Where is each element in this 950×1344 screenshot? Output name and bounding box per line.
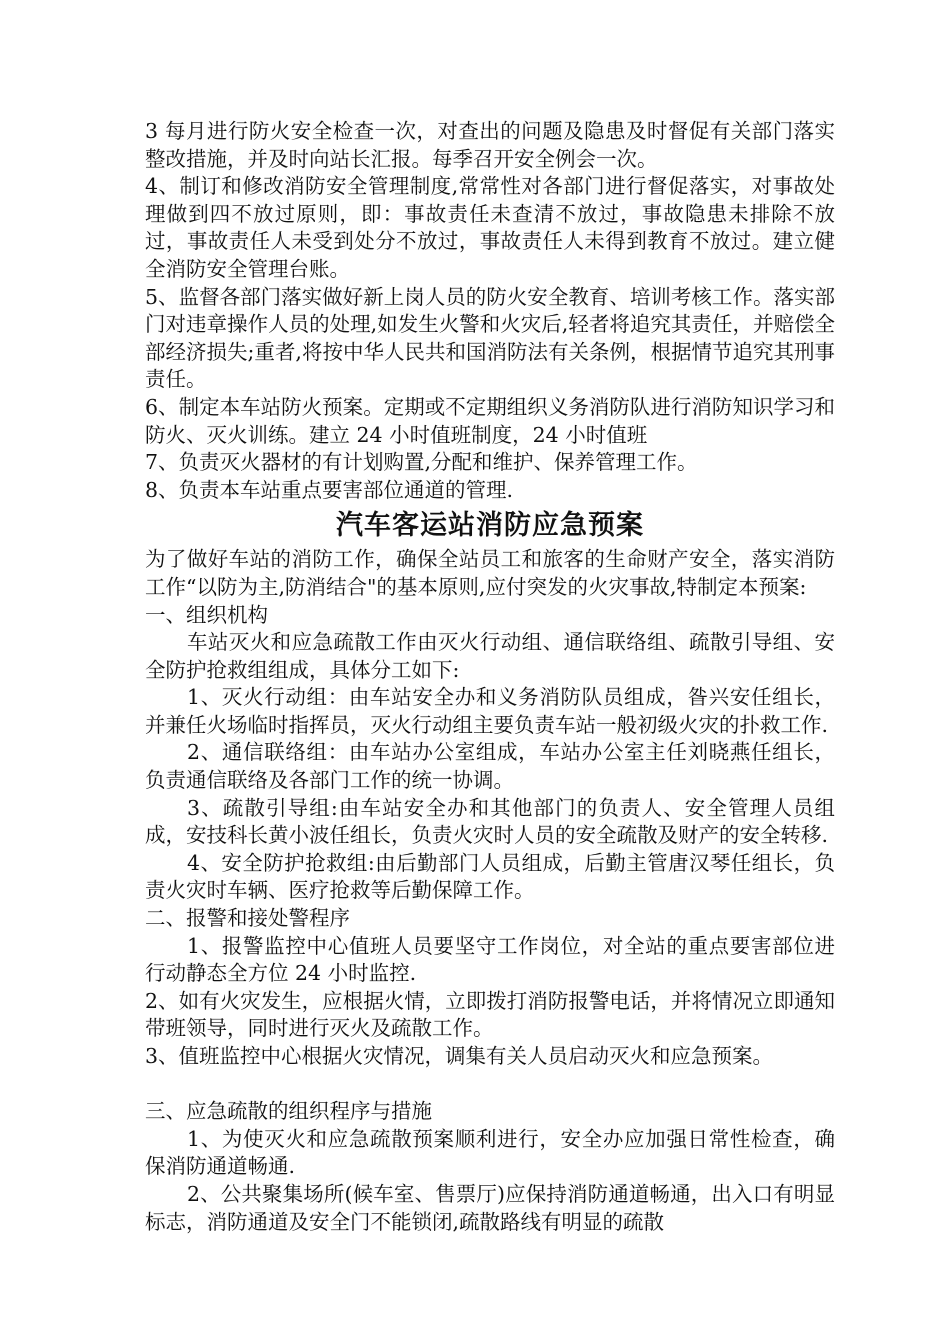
section-1-item-3: 3、疏散引导组:由车站安全办和其他部门的负责人、安全管理人员组成，安技科长黄小波任组长，负责火灾时人员的安全疏散及财产的安全转移. xyxy=(145,795,835,848)
intro-paragraph: 为了做好车站的消防工作，确保全站员工和旅客的生命财产安全，落实消防工作“以防为主,防消结合"的基本原则,应付突发的火灾事故,特制定本预案: xyxy=(145,547,835,599)
section-1-heading: 一、组织机构 xyxy=(145,602,268,627)
section-1-lead: 车站灭火和应急疏散工作由灭火行动组、通信联络组、疏散引导组、安全防护抢救组组成，具体分工如下: xyxy=(145,630,835,682)
section-3-item-1: 1、为使灭火和应急疏散预案顺利进行，安全办应加强日常性检查，确保消防通道畅通. xyxy=(145,1126,835,1179)
blank-line xyxy=(145,1071,835,1099)
duty-item-4: 4、制订和修改消防安全管理制度,常常性对各部门进行督促落实，对事故处理做到四不放过原则，即：事故责任未查清不放过，事故隐患未排除不放过，事故责任人未受到处分不放过，事故责任人未得到教育不放过。建立健全消防安全管理台账。 xyxy=(145,174,835,281)
document-page xyxy=(145,118,835,1236)
duty-item-6: 6、制定本车站防火预案。定期或不定期组织义务消防队进行消防知识学习和防火、灭火训练。建立 24 小时值班制度，24 小时值班 xyxy=(145,394,835,447)
duty-item-8: 8、负责本车站重点要害部位通道的管理. xyxy=(145,477,514,502)
section-2-item-1: 1、报警监控中心值班人员要坚守工作岗位，对全站的重点要害部位进行动静态全方位 24 小时监控. xyxy=(145,933,835,986)
section-1-item-1: 1、灭火行动组：由车站安全办和义务消防队员组成，昝兴安任组长，并兼任火场临时指挥员，灭火行动组主要负责车站一般初级火灾的扑救工作. xyxy=(145,685,835,737)
duty-item-3: 3 每月进行防火安全检查一次，对查出的问题及隐患及时督促有关部门落实整改措施，并及时向站长汇报。每季召开安全例会一次。 xyxy=(145,119,835,171)
section-1-item-4: 4、安全防护抢救组:由后勤部门人员组成，后勤主管唐汉琴任组长，负责火灾时车辆、医疗抢救等后勤保障工作。 xyxy=(145,850,835,903)
section-2-heading: 二、报警和接处警程序 xyxy=(145,906,350,931)
duty-item-5: 5、监督各部门落实做好新上岗人员的防火安全教育、培训考核工作。落实部门对违章操作人员的处理,如发生火警和火灾后,轻者将追究其责任，并赔偿全部经济损失;重者,将按中华人民共和国消防法有关条例，根据情节追究其刑事责任。 xyxy=(145,284,835,392)
section-1-item-2: 2、通信联络组：由车站办公室组成，车站办公室主任刘晓燕任组长，负责通信联络及各部门工作的统一协调。 xyxy=(145,740,835,793)
document-title: 汽车客运站消防应急预案 xyxy=(336,510,644,542)
section-3-heading: 三、应急疏散的组织程序与措施 xyxy=(145,1099,432,1124)
section-3-item-2: 2、公共聚集场所(候车室、售票厅)应保持消防通道畅通，出入口有明显标志，消防通道及安全门不能锁闭,疏散路线有明显的疏散 xyxy=(145,1181,835,1234)
section-2-item-2: 2、如有火灾发生，应根据火情，立即拨打消防报警电话，并将情况立即通知带班领导，同时进行灭火及疏散工作。 xyxy=(145,988,835,1041)
duty-item-7: 7、负责灭火器材的有计划购置,分配和维护、保养管理工作。 xyxy=(145,450,698,475)
section-2-item-3: 3、值班监控中心根据火灾情况，调集有关人员启动灭火和应急预案。 xyxy=(145,1044,774,1068)
